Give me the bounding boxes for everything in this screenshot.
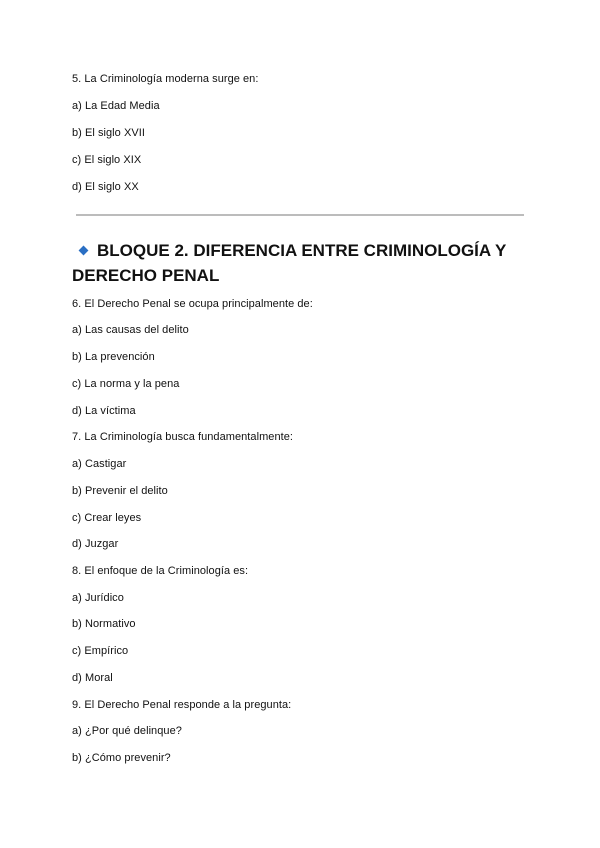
section-divider xyxy=(76,214,524,216)
question-8-option-c: c) Empírico xyxy=(72,645,129,657)
question-7-option-c: c) Crear leyes xyxy=(72,512,142,524)
question-5: 5. La Criminología moderna surge en: xyxy=(72,73,259,85)
question-6: 6. El Derecho Penal se ocupa principalmente de: xyxy=(72,298,313,310)
question-8-option-a: a) Jurídico xyxy=(72,592,124,604)
question-6-option-b: b) La prevención xyxy=(72,351,155,363)
question-5-option-b: b) El siglo XVII xyxy=(72,127,145,139)
question-7-option-d: d) Juzgar xyxy=(72,538,119,550)
question-7: 7. La Criminología busca fundamentalmente: xyxy=(72,431,294,443)
section-heading-text: BLOQUE 2. DIFERENCIA ENTRE CRIMINOLOGÍA Y DERECHO PENAL xyxy=(72,241,506,285)
question-9-option-b: b) ¿Cómo prevenir? xyxy=(72,752,171,764)
diamond-bullet-icon xyxy=(79,246,89,256)
question-7-option-b: b) Prevenir el delito xyxy=(72,485,168,497)
section-heading xyxy=(72,238,542,288)
question-9: 9. El Derecho Penal responde a la pregunta: xyxy=(72,699,292,711)
question-8: 8. El enfoque de la Criminología es: xyxy=(72,565,249,577)
question-6-option-d: d) La víctima xyxy=(72,405,136,417)
question-6-option-c: c) La norma y la pena xyxy=(72,378,180,390)
question-5-option-c: c) El siglo XIX xyxy=(72,154,142,166)
question-8-option-d: d) Moral xyxy=(72,672,113,684)
question-6-option-a: a) Las causas del delito xyxy=(72,324,189,336)
question-9-option-a: a) ¿Por qué delinque? xyxy=(72,725,182,737)
question-8-option-b: b) Normativo xyxy=(72,618,136,630)
question-5-option-a: a) La Edad Media xyxy=(72,100,160,112)
question-5-option-d: d) El siglo XX xyxy=(72,181,139,193)
question-7-option-a: a) Castigar xyxy=(72,458,127,470)
